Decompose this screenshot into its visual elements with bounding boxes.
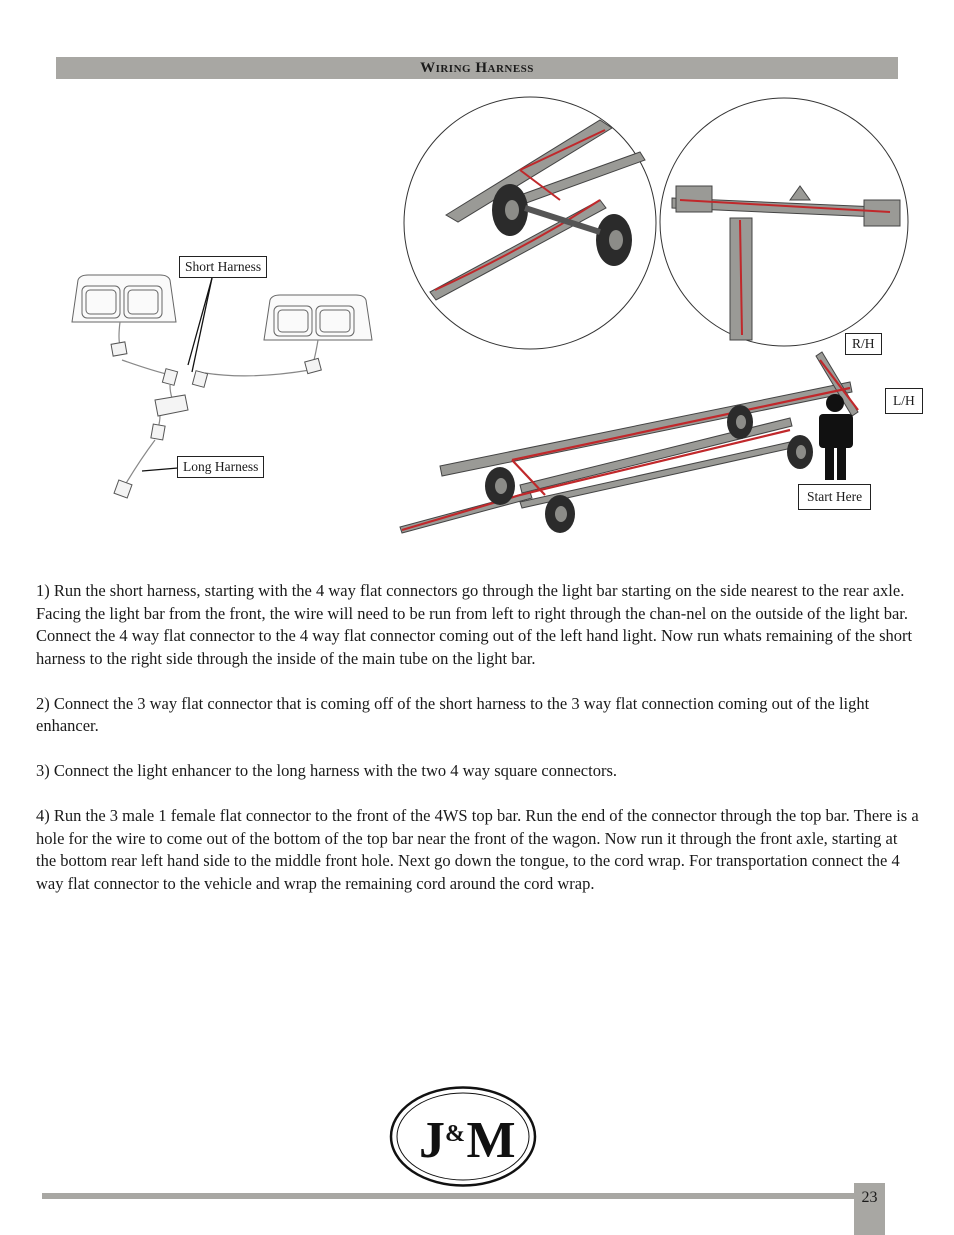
footer-bar bbox=[42, 1193, 854, 1199]
label-long-harness: Long Harness bbox=[177, 456, 264, 478]
logo-letter-m: M bbox=[466, 1112, 516, 1169]
label-start-here: Start Here bbox=[798, 484, 871, 510]
jm-logo bbox=[388, 1085, 538, 1188]
instruction-step-3: 3) Connect the light enhancer to the long harness with the two 4 way square connectors. bbox=[36, 761, 618, 780]
label-rh: R/H bbox=[845, 333, 882, 355]
detail-circle-light-bar bbox=[660, 98, 908, 346]
section-header-bar bbox=[56, 57, 898, 79]
instruction-step-4: 4) Run the 3 male 1 female flat connector to the front of the 4WS top bar. Run the end of the connector through the top bar. There is a hole for the wire to come out of the bottom of the top bar near the front of the wagon. Now run it through the front axle, starting at the bottom rear left hand side to the middle front hole. Next go down the tongue, to the cord wrap. For transportation connect the 4 way flat connector to the vehicle and wrap the remaining cord around the cord wrap. bbox=[36, 806, 919, 893]
right-light-assembly bbox=[264, 295, 372, 340]
page-number: 23 bbox=[854, 1183, 885, 1235]
label-short-harness: Short Harness bbox=[179, 256, 267, 278]
logo-letter-j: J bbox=[419, 1112, 445, 1169]
section-title: Wiring Harness bbox=[420, 60, 534, 76]
detail-circle-rear-axle bbox=[404, 97, 656, 349]
wiring-figure bbox=[0, 90, 954, 550]
instruction-step-2: 2) Connect the 3 way flat connector that is coming off of the short harness to the 3 way flat connection coming out of the light enhancer. bbox=[36, 693, 870, 735]
wagon-assembly bbox=[400, 352, 858, 533]
left-light-assembly bbox=[72, 275, 176, 322]
logo-ampersand: & bbox=[445, 1121, 465, 1147]
wiring-diagram-illustration bbox=[0, 90, 954, 550]
label-lh: L/H bbox=[885, 388, 923, 414]
instruction-step-1: 1) Run the short harness, starting with the 4 way flat connectors go through the light bar starting on the side nearest to the rear axle. Facing the light bar from the front, the wire will need to be run from left to right through the chan-nel on the outside of the light bar. Connect the 4 way flat connector to the 4 way flat connector coming out of the left hand light. Now run whats remaining of the short harness to the right side through the inside of the main tube on the light bar. bbox=[36, 581, 913, 668]
instructions bbox=[36, 580, 920, 918]
